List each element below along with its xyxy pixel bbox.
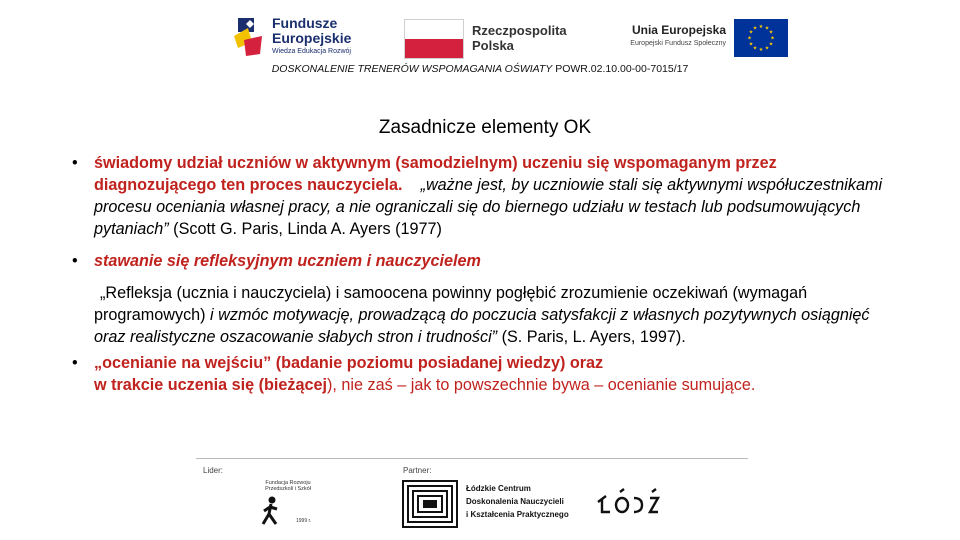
fe-line-2: Europejskie: [272, 30, 352, 46]
ldz-line-1: Łódzkie Centrum: [466, 484, 531, 493]
svg-text:★: ★: [768, 29, 774, 36]
rp-line-2: Polska: [472, 38, 514, 53]
walking-figure-icon: [260, 496, 282, 526]
bullet-dot: •: [72, 154, 78, 172]
svg-text:★: ★: [748, 29, 754, 36]
lider-logo-year: 1999 r.: [296, 518, 312, 524]
rp-line-1: Rzeczpospolita: [472, 23, 567, 38]
slide-title: Zasadnicze elementy OK: [378, 117, 592, 138]
bullet-3: [72, 352, 902, 396]
fe-line-3: Wiedza Edukacja Rozwój: [272, 48, 351, 55]
lider-logo-text: Fundacja Rozwoju Przedszkoli i Szkół: [265, 480, 311, 492]
bullet-1: [72, 152, 902, 240]
lider-logo: [252, 478, 320, 528]
bullet-2: [72, 250, 902, 272]
polish-flag-icon: [404, 19, 464, 59]
bullet-1-heading: świadomy udział uczniów w aktywnym (samodzielnym) uczeniu się wspomaganym przez diagnozującego ten proces nauczyciela.: [94, 154, 777, 194]
svg-text:★: ★: [752, 45, 758, 52]
fundusze-europejskie-logo: [232, 14, 382, 58]
bullet-2-heading: stawanie się refleksyjnym uczniem i nauczycielem: [94, 252, 481, 270]
bullet-1-source: (Scott G. Paris, Linda A. Ayers (1977): [168, 220, 442, 238]
bullet-dot: •: [72, 252, 78, 270]
svg-text:★: ★: [748, 41, 754, 48]
lodz-city-logo-icon: [594, 486, 664, 520]
bullet-3-heading-1: „ocenianie na wejściu” (badanie poziomu posiadanej wiedzy) oraz: [94, 354, 604, 372]
bullet-3-heading-2: w trakcie uczenia się (bieżącej: [94, 376, 328, 394]
reflection-part-1: „Refleksja (ucznia i nauczyciela) i samoocena powinny pogłębić zrozumienie oczekiwań (wymagań programowych): [94, 284, 808, 324]
project-name: DOSKONALENIE TRENERÓW WSPOMAGANIA OŚWIATY: [271, 63, 553, 75]
reflection-source: (S. Paris, L. Ayers, 1997).: [497, 328, 686, 346]
project-code: POWR.02.10.00-00-7015/17: [552, 63, 689, 75]
lider-label: Lider:: [203, 466, 224, 475]
ldz-text: [466, 482, 569, 521]
svg-text:★: ★: [770, 35, 775, 42]
ldz-line-2: Doskonalenia Nauczycieli: [466, 497, 564, 506]
slide-content: [72, 152, 902, 396]
project-line: [200, 63, 760, 75]
ldz-square-logo-icon: [402, 480, 458, 528]
ue-line-1: Unia Europejska: [631, 23, 726, 37]
svg-text:★: ★: [752, 25, 758, 32]
svg-text:★: ★: [764, 25, 770, 32]
footer-divider: [196, 458, 748, 459]
partner-label: Partner:: [403, 466, 432, 475]
ldz-line-3: i Kształcenia Praktycznego: [466, 510, 569, 519]
svg-text:★: ★: [764, 45, 770, 52]
eu-flag-icon: [734, 19, 788, 57]
fe-logo-icon: [232, 14, 266, 58]
fe-line-1: Fundusze: [272, 15, 338, 31]
svg-text:★: ★: [758, 47, 764, 53]
bullet-3-tail: ), nie zaś – jak to powszechnie bywa – ocenianie sumujące.: [327, 376, 756, 394]
reflection-part-2: i wzmóc motywację, prowadzącą do poczucia satysfakcji z własnych pozytywnych osiągnięć oraz realistyczne oszacowanie słabych stron i trudności”: [94, 306, 870, 346]
svg-text:★: ★: [747, 35, 752, 42]
ue-line-2: Europejski Fundusz Społeczny: [630, 40, 726, 47]
svg-text:★: ★: [758, 24, 764, 30]
bullet-1-quote: „ważne jest, by uczniowie stali się aktywnymi współuczestnikami procesu oceniania własnej pracy, a nie ograniczali się do biernego udziału w testach lub podsumowujących pytaniach”: [94, 176, 883, 238]
svg-text:★: ★: [768, 41, 774, 48]
bullet-dot: •: [72, 354, 78, 372]
reflection-paragraph: [72, 282, 902, 348]
